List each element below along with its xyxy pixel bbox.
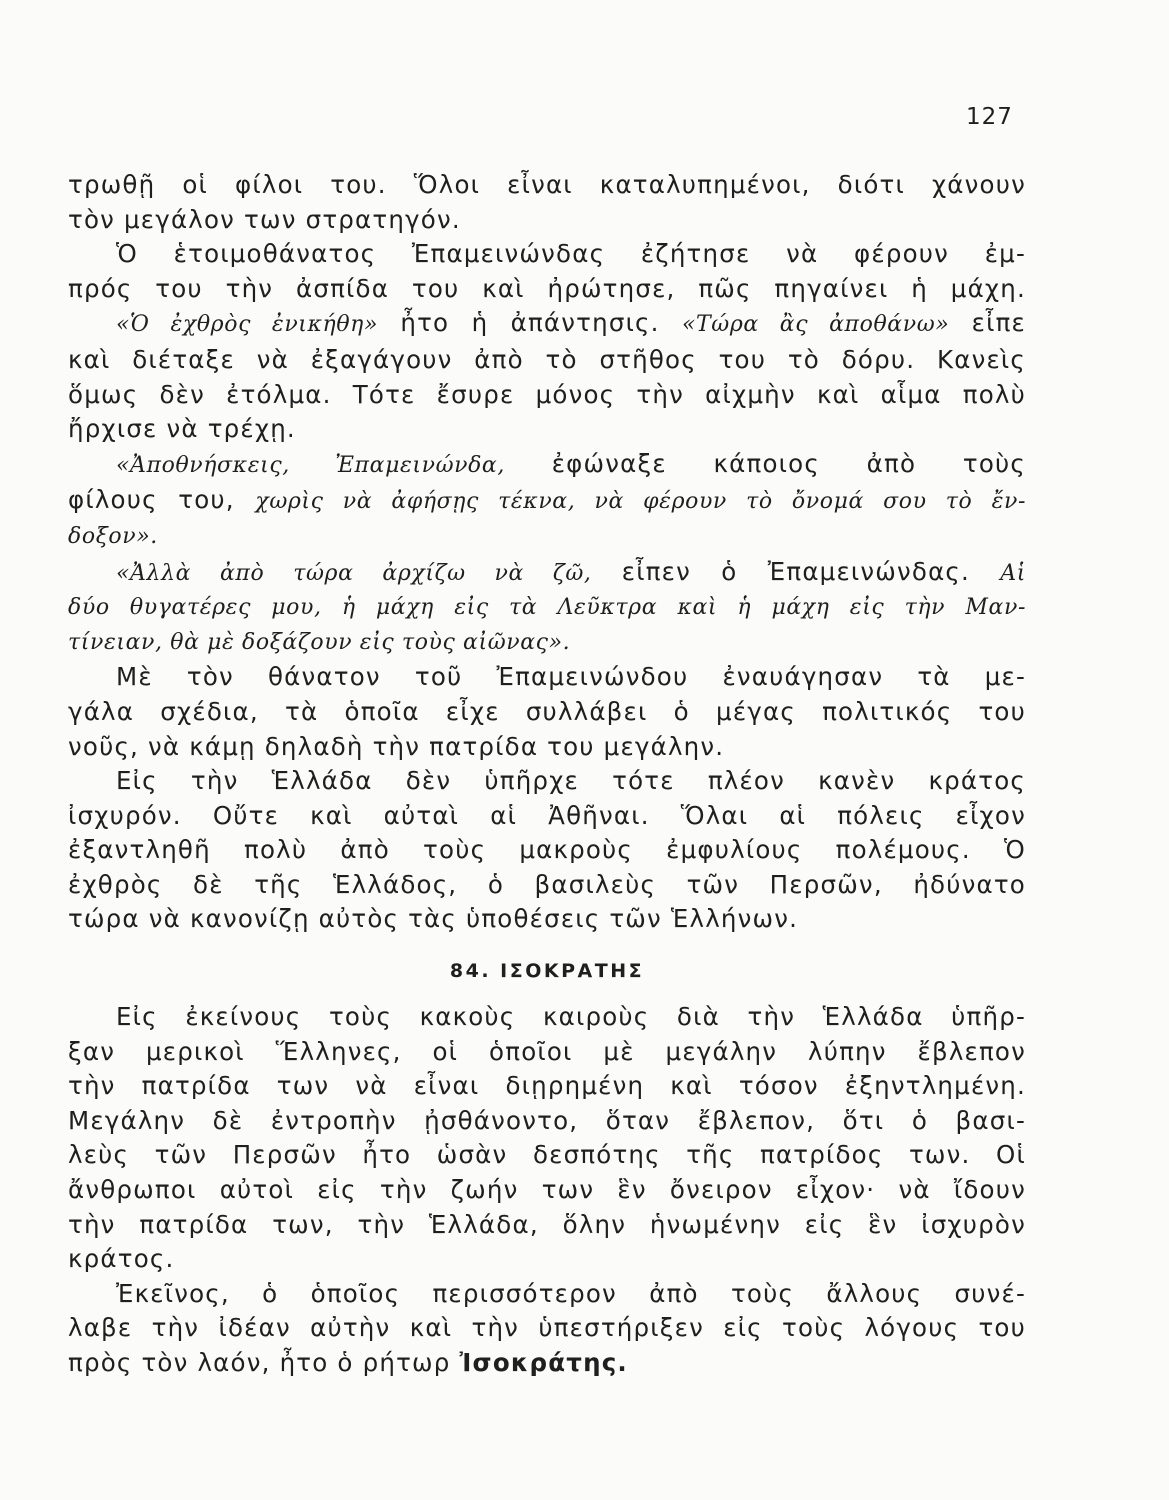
text-line (68, 483, 1026, 520)
text-line: ἐξαντληθῆ πολὺ ἀπὸ τοὺς μακροὺς ἐμφυλίους πολέμους. Ὁ (68, 835, 1026, 865)
text-line: τὴν πατρίδα των νὰ εἶναι διῃρημένη καὶ τόσον ἐξηντλημένη. (68, 1071, 1026, 1101)
text-line (68, 306, 1026, 343)
text-line: ἤρχισε νὰ τρέχῃ. (68, 414, 296, 444)
section-heading: 84. ΙΣΟΚΡΑΤΗΣ (449, 960, 645, 982)
text-run: ἦτο ἡ ἀπάντησις. (378, 308, 682, 338)
isocrates-name: Ἰσοκράτης. (459, 1347, 628, 1377)
italic-quote: «Ὁ ἐχθρὸς ἐνικήθη» (116, 312, 379, 338)
text-line: Ὁ ἑτοιμοθάνατος Ἐπαμεινώνδας ἐζήτησε νὰ φέρουν ἐμ- (116, 239, 1026, 269)
text-run: πρὸς τὸν λαόν, ἦτο ὁ ρήτωρ (68, 1347, 460, 1377)
text-line (68, 555, 1026, 592)
text-line: Ἐκεῖνος, ὁ ὁποῖος περισσότερον ἀπὸ τοὺς ἄλλους συνέ- (116, 1278, 1026, 1308)
text-block-epaminondas (68, 168, 1026, 937)
text-run: ἐφώναξε κάποιος ἀπὸ τοὺς (504, 448, 1026, 478)
text-line: νοῦς, νὰ κάμῃ δηλαδὴ τὴν πατρίδα του μεγάλην. (68, 731, 725, 761)
text-line: ὅμως δὲν ἐτόλμα. Τότε ἔσυρε μόνος τὴν αἰχμὴν καὶ αἷμα πολὺ (68, 379, 1026, 409)
text-line (68, 1346, 1026, 1381)
italic-quote: «Τώρα ἂς ἀποθάνω» (681, 312, 950, 338)
text-line: πρός του τὴν ἀσπίδα του καὶ ἠρώτησε, πῶς πηγαίνει ἡ μάχη. (68, 273, 1026, 303)
text-line: τρωθῇ οἱ φίλοι του. Ὅλοι εἶναι καταλυπημένοι, διότι χάνουν (68, 170, 1026, 199)
text-block-isocrates (68, 1000, 1026, 1381)
text-line: ἰσχυρόν. Οὔτε καὶ αὐταὶ αἱ Ἀθῆναι. Ὅλαι αἱ πόλεις εἶχον (68, 800, 1026, 830)
text-line: ἄνθρωποι αὐτοὶ εἰς τὴν ζωήν των ἓν ὄνειρον εἶχον· νὰ ἴδουν (68, 1174, 1026, 1204)
text-line: τίνειαν, θὰ μὲ δοξάζουν εἰς τοὺς αἰῶνας». (68, 629, 571, 655)
text-line: δύο θυγατέρες μου, ἡ μάχη εἰς τὰ Λεῦκτρα καὶ ἡ μάχη εἰς τὴν Μαν- (68, 595, 1026, 621)
page-number: 127 (966, 104, 1013, 130)
text-line: Εἰς ἐκείνους τοὺς κακοὺς καιροὺς διὰ τὴν Ἑλλάδα ὑπῆρ- (116, 1002, 1026, 1031)
text-line: Μεγάλην δὲ ἐντροπὴν ᾐσθάνοντο, ὅταν ἔβλεπον, ὅτι ὁ βασι- (68, 1105, 1026, 1135)
italic-quote: «Ἀποθνήσκεις, Ἐπαμεινώνδα, (116, 452, 505, 478)
italic-quote: «Ἀλλὰ ἀπὸ τώρα ἀρχίζω νὰ ζῶ, (116, 560, 592, 586)
text-line: κράτος. (68, 1244, 175, 1274)
text-run: φίλους του, (68, 485, 256, 515)
text-line: ξαν μερικοὶ Ἕλληνες, οἱ ὁποῖοι μὲ μεγάλην λύπην ἔβλεπον (68, 1036, 1026, 1066)
text-line: τὴν πατρίδα των, τὴν Ἑλλάδα, ὅλην ἡνωμένην εἰς ἓν ἰσχυρὸν (68, 1209, 1026, 1239)
text-line (68, 447, 1026, 484)
italic-quote: χωρὶς νὰ ἀφήσῃς τέκνα, νὰ φέρουν τὸ ὄνομά σου τὸ ἔν- (255, 489, 1026, 515)
text-line: λεὺς τῶν Περσῶν ἦτο ὡσὰν δεσπότης τῆς πατρίδος των. Οἱ (68, 1140, 1026, 1170)
text-line: ἐχθρὸς δὲ τῆς Ἑλλάδος, ὁ βασιλεὺς τῶν Περσῶν, ἠδύνατο (68, 869, 1026, 899)
italic-quote: Αἱ (1000, 560, 1026, 586)
text-line: λαβε τὴν ἰδέαν αὐτὴν καὶ τὴν ὑπεστήριξεν εἰς τοὺς λόγους του (68, 1313, 1026, 1343)
text-line: τὸν μεγάλον των στρατηγόν. (68, 204, 461, 234)
text-line: καὶ διέταξε νὰ ἐξαγάγουν ἀπὸ τὸ στῆθος του τὸ δόρυ. Κανεὶς (68, 344, 1026, 374)
text-line: Εἰς τὴν Ἑλλάδα δὲν ὑπῆρχε τότε πλέον κανὲν κράτος (116, 766, 1026, 796)
text-run: εἶπεν ὁ Ἐπαμεινώνδας. (591, 556, 1001, 586)
text-line: Μὲ τὸν θάνατον τοῦ Ἐπαμεινώνδου ἐναυάγησαν τὰ με- (116, 662, 1026, 692)
text-line: δοξον». (68, 523, 158, 549)
text-line: τώρα νὰ κανονίζῃ αὐτὸς τὰς ὑποθέσεις τῶν Ἑλλήνων. (68, 904, 799, 934)
text-run: εἶπε (949, 308, 1026, 338)
text-line: γάλα σχέδια, τὰ ὁποῖα εἶχε συλλάβει ὁ μέγας πολιτικός του (68, 696, 1026, 726)
